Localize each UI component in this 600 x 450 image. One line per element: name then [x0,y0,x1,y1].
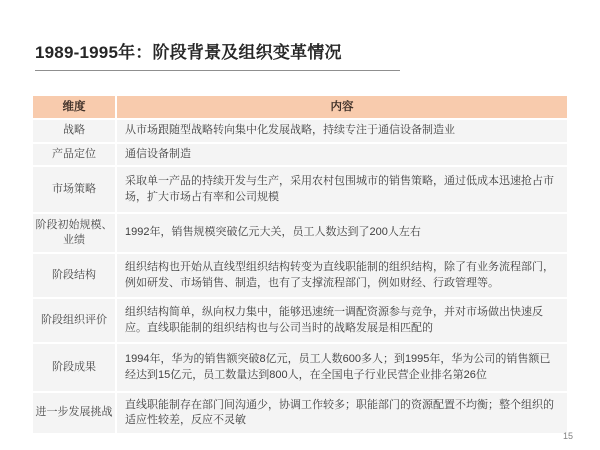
page-number: 15 [562,431,573,441]
row-dimension-label: 阶段结构 [33,254,115,297]
table-row-org-evaluation [33,299,567,342]
row-dimension-label: 产品定位 [33,144,115,166]
row-content-text: 采取单一产品的持续开发与生产，采用农村包围城市的销售策略，通过低成本迅速抢占市场，扩大市场占有率和公司规模 [117,167,567,212]
row-dimension-label: 战略 [33,120,115,142]
row-content-text: 1992年，销售规模突破亿元大关，员工人数达到了200人左右 [117,214,567,252]
row-content-text: 组织结构也开始从直线型组织结构转变为直线职能制的组织结构，除了有业务流程部门，例如研发、市场销售、制造，也有了支撑流程部门，例如财经、行政管理等。 [117,254,567,297]
table-row-product-positioning [33,144,567,166]
table-row-market-strategy [33,167,567,212]
column-header-content: 内容 [117,96,567,118]
row-dimension-label: 进一步发展挑战 [33,393,115,433]
title-underline [35,70,400,71]
row-content-text: 直线职能制存在部门间沟通少，协调工作较多；职能部门的资源配置不均衡；整个组织的适应性较差，反应不灵敏 [117,393,567,433]
page-title: 1989-1995年：阶段背景及组织变革情况 [35,43,342,62]
row-dimension-label: 市场策略 [33,167,115,212]
table-row-strategy [33,120,567,142]
table-row-further-challenges [33,393,567,433]
table-row-stage-structure [33,254,567,297]
table-header-row [33,96,567,118]
table-row-stage-results [33,344,567,391]
row-content-text: 从市场跟随型战略转向集中化发展战略，持续专注于通信设备制造业 [117,120,567,142]
row-dimension-label: 阶段成果 [33,344,115,391]
stage-table [33,96,567,433]
table-row-initial-scale [33,214,567,252]
row-content-text: 通信设备制造 [117,144,567,166]
column-header-dimension: 维度 [33,96,115,118]
row-content-text: 组织结构简单，纵向权力集中，能够迅速统一调配资源参与竞争，并对市场做出快速反应。直线职能制的组织结构也与公司当时的战略发展是相匹配的 [117,299,567,342]
row-content-text: 1994年，华为的销售额突破8亿元，员工人数600多人；到1995年，华为公司的销售额已经达到15亿元，员工数量达到800人，在全国电子行业民营企业排名第26位 [117,344,567,391]
row-dimension-label: 阶段初始规模、业绩 [33,214,115,252]
title-block [35,42,565,71]
row-dimension-label: 阶段组织评价 [33,299,115,342]
